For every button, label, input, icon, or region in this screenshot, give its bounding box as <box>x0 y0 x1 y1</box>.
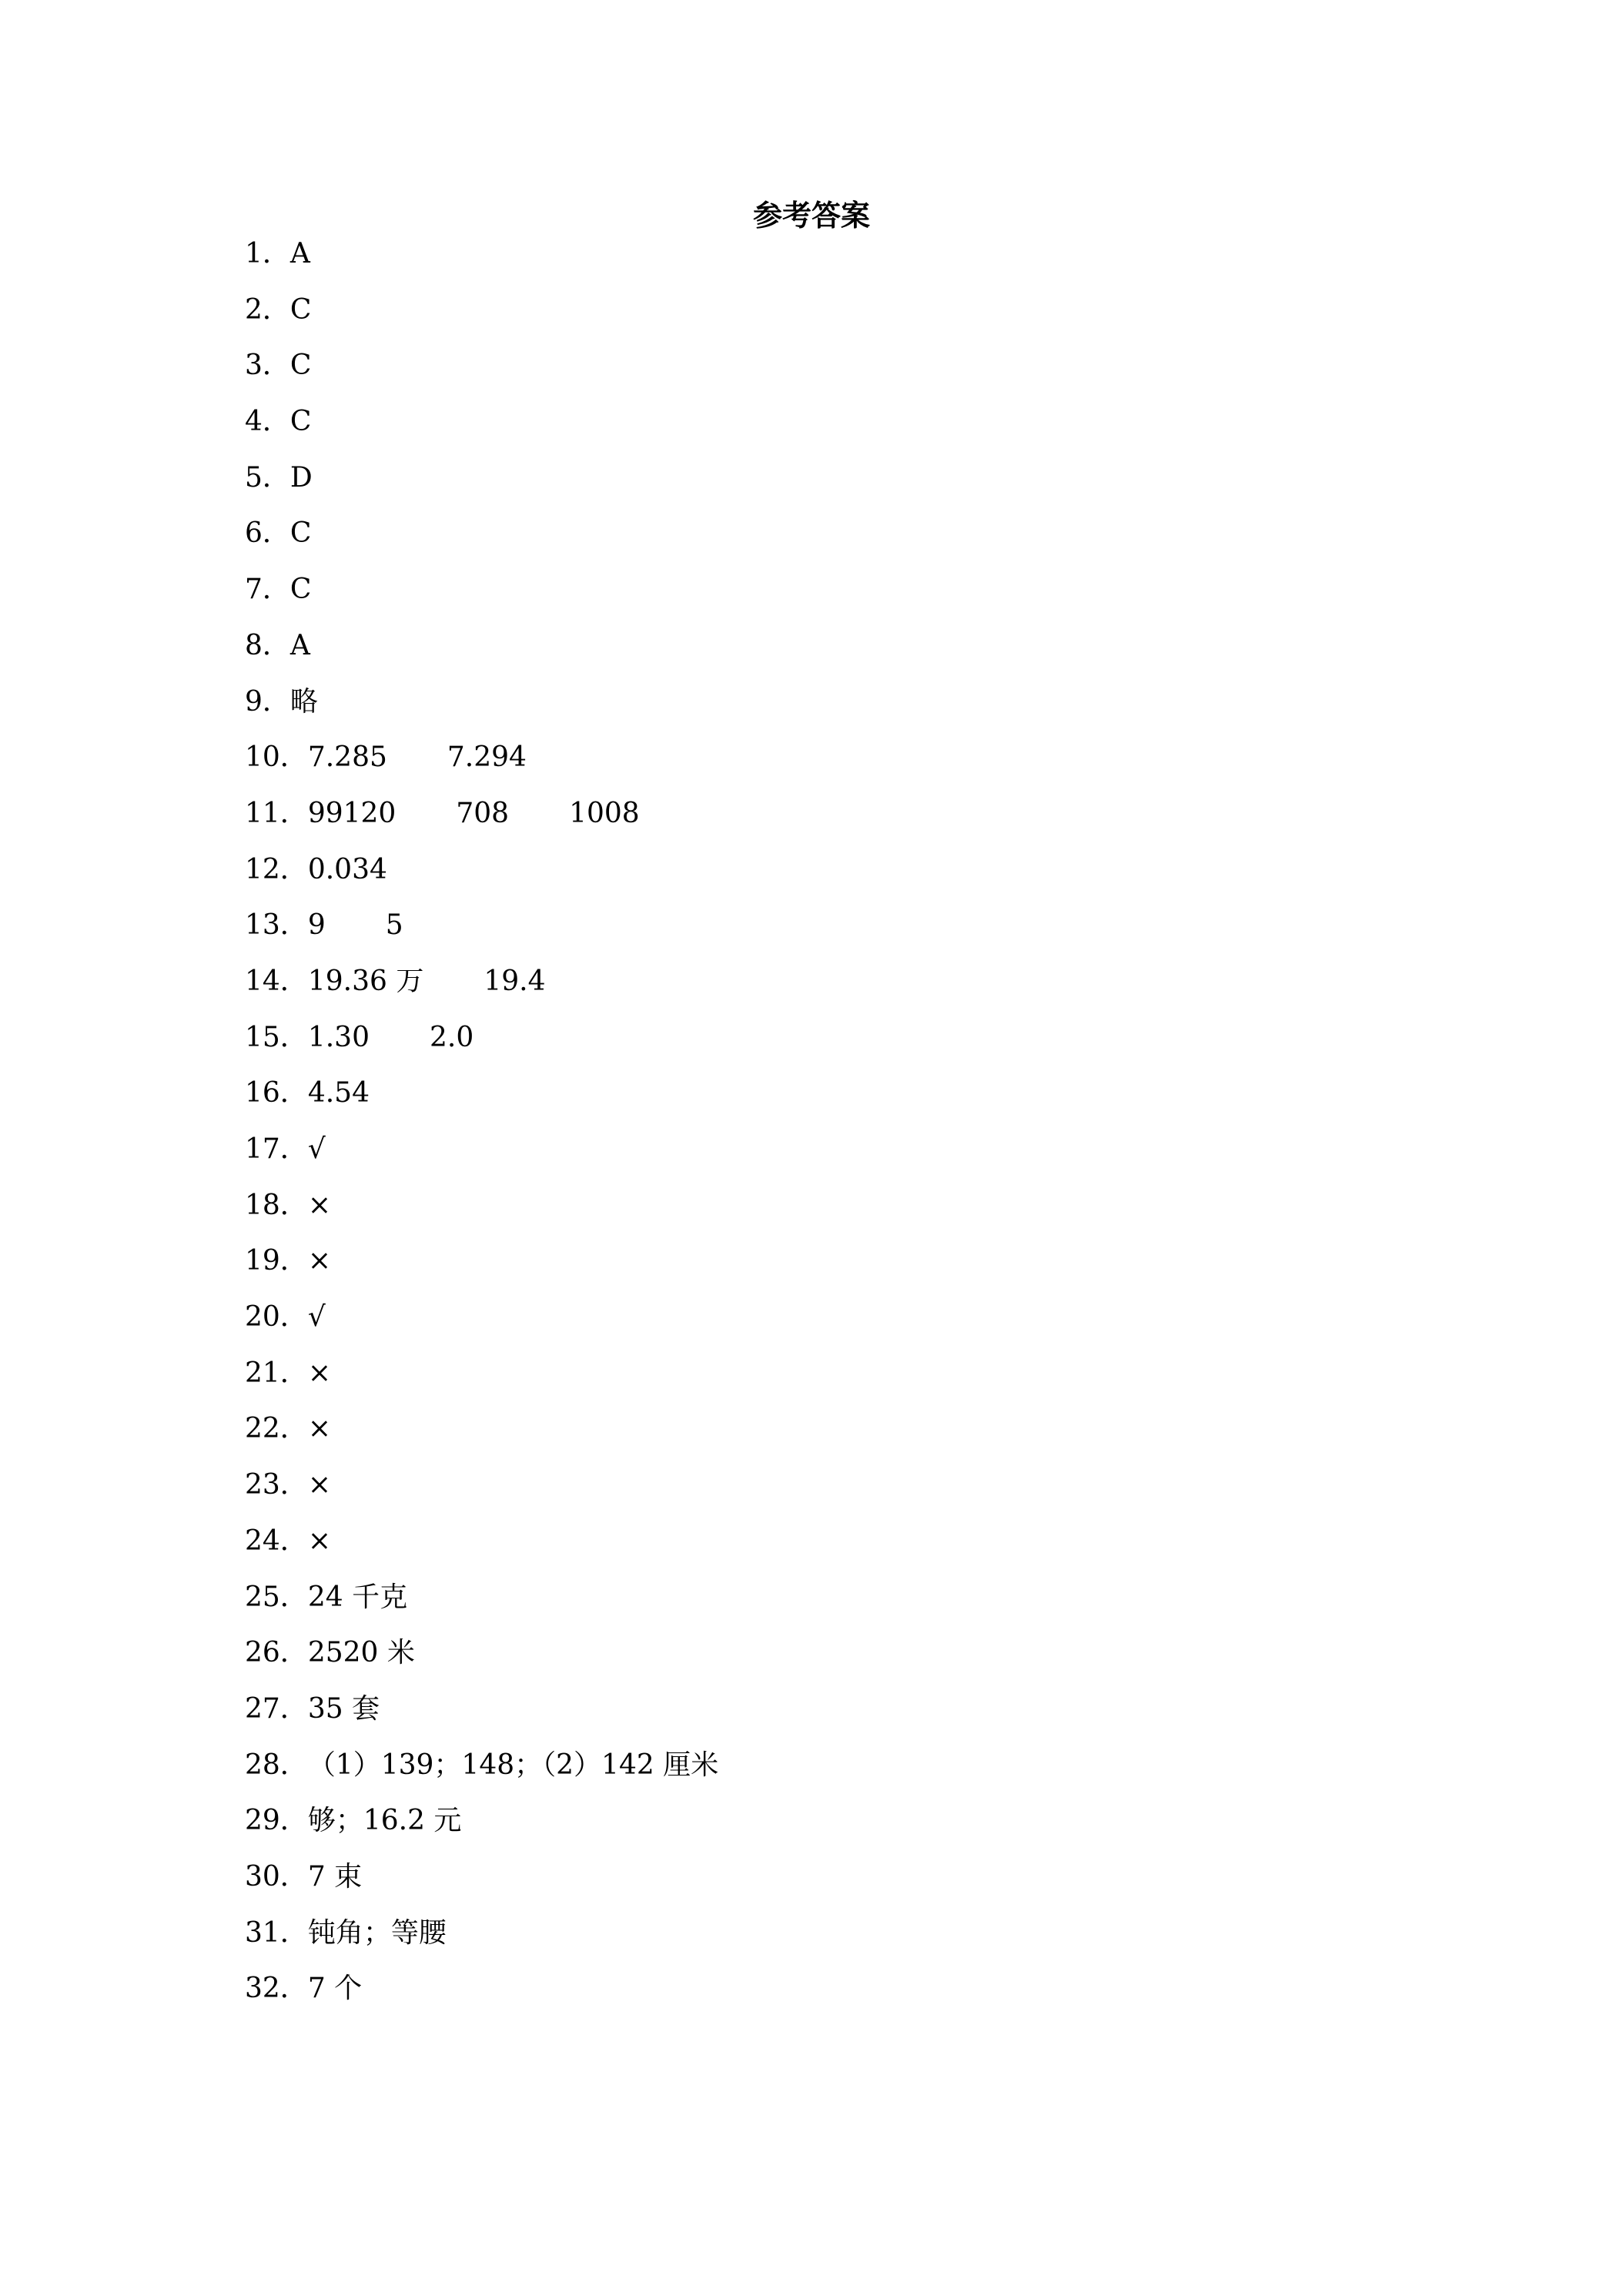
answer-value: 1.30 <box>307 1021 370 1053</box>
answer-number: 24． <box>245 1525 308 1557</box>
answer-item <box>245 1350 718 1407</box>
answer-number: 7． <box>245 574 290 606</box>
answer-number: 22． <box>245 1413 308 1445</box>
answer-number: 13． <box>245 909 308 942</box>
answer-value: A <box>289 629 310 661</box>
answer-value: 略 <box>289 685 318 718</box>
answer-value: 7 束 <box>307 1860 363 1893</box>
answer-item <box>245 1015 718 1071</box>
answer-item <box>245 791 718 847</box>
answer-number: 21． <box>245 1357 308 1389</box>
answer-number: 25． <box>245 1581 308 1613</box>
answer-item <box>245 1575 718 1631</box>
answer-value: 35 套 <box>307 1692 380 1725</box>
answer-item <box>245 1294 718 1350</box>
answer-value: 2520 米 <box>307 1637 415 1669</box>
answer-item <box>245 1630 718 1686</box>
answer-number: 23． <box>245 1469 308 1501</box>
answer-number: 6． <box>245 517 290 550</box>
answer-item <box>245 847 718 903</box>
answer-value: C <box>289 517 312 550</box>
answer-number: 15． <box>245 1021 308 1053</box>
answer-number: 4． <box>245 406 290 438</box>
answer-value: 19.4 <box>484 965 546 997</box>
answer-value: 2.0 <box>429 1021 474 1053</box>
answer-number: 8． <box>245 629 290 661</box>
answer-item <box>245 1183 718 1239</box>
answer-value: √ <box>307 1133 326 1165</box>
answer-item <box>245 735 718 791</box>
answer-value: √ <box>307 1301 326 1334</box>
answer-value: × <box>307 1413 331 1445</box>
answer-item <box>245 1798 718 1854</box>
answer-value: （1）139；148；（2）142 厘米 <box>307 1749 719 1781</box>
answer-number: 18． <box>245 1189 308 1221</box>
answer-number: 17． <box>245 1133 308 1165</box>
answer-item <box>245 1966 718 2022</box>
answer-item <box>245 623 718 679</box>
answer-item <box>245 902 718 959</box>
answer-value: D <box>289 461 313 494</box>
answer-number: 16． <box>245 1077 308 1110</box>
answer-number: 29． <box>245 1805 308 1837</box>
answer-number: 10． <box>245 741 308 774</box>
answer-value: 19.36 万 <box>307 965 424 997</box>
answer-item <box>245 1518 718 1575</box>
answer-list <box>245 231 718 2022</box>
answer-number: 27． <box>245 1692 308 1725</box>
answer-number: 12． <box>245 853 308 885</box>
answer-number: 20． <box>245 1301 308 1334</box>
answer-value: 7.294 <box>447 741 527 774</box>
answer-value: 24 千克 <box>307 1581 408 1613</box>
answer-value: C <box>289 406 312 438</box>
answer-number: 30． <box>245 1860 308 1893</box>
answer-value: 钝角；等腰 <box>307 1916 447 1949</box>
answer-number: 28． <box>245 1749 308 1781</box>
answer-value: 9 <box>307 909 326 942</box>
answer-value: × <box>307 1189 331 1221</box>
answer-item <box>245 1462 718 1518</box>
answer-item <box>245 1742 718 1799</box>
answer-value: 1008 <box>569 797 640 829</box>
answer-number: 19． <box>245 1245 308 1277</box>
answer-item <box>245 231 718 287</box>
answer-item <box>245 1238 718 1294</box>
answer-value: 够；16.2 元 <box>307 1805 462 1837</box>
answer-number: 5． <box>245 461 290 494</box>
answer-number: 2． <box>245 293 290 326</box>
answer-value: × <box>307 1525 331 1557</box>
answer-item <box>245 455 718 511</box>
answer-value: 708 <box>456 797 510 829</box>
answer-number: 31． <box>245 1916 308 1949</box>
answer-item <box>245 1910 718 1966</box>
answer-value: 7 个 <box>307 1973 363 2005</box>
answer-number: 14． <box>245 965 308 997</box>
answer-item <box>245 679 718 735</box>
answer-value: × <box>307 1469 331 1501</box>
answer-value: 5 <box>385 909 403 942</box>
answer-item <box>245 287 718 343</box>
answer-value: C <box>289 293 312 326</box>
answer-value: C <box>289 350 312 382</box>
answer-number: 32． <box>245 1973 308 2005</box>
answer-number: 11． <box>245 797 308 829</box>
answer-item <box>245 1686 718 1742</box>
answer-item <box>245 343 718 399</box>
answer-item <box>245 1126 718 1183</box>
answer-number: 26． <box>245 1637 308 1669</box>
answer-item <box>245 1070 718 1126</box>
answer-value: 99120 <box>307 797 397 829</box>
answer-item <box>245 1854 718 1910</box>
answer-item <box>245 959 718 1015</box>
answer-value: × <box>307 1357 331 1389</box>
answer-number: 9． <box>245 685 290 718</box>
answer-value: 7.285 <box>307 741 387 774</box>
answer-value: × <box>307 1245 331 1277</box>
answer-value: A <box>289 238 310 269</box>
answer-value: 0.034 <box>307 853 387 885</box>
answer-item <box>245 1406 718 1462</box>
answer-value: 4.54 <box>307 1077 370 1110</box>
answer-value: C <box>289 574 312 606</box>
answer-item <box>245 399 718 455</box>
answer-number: 3． <box>245 350 290 382</box>
answer-number: 1． <box>245 238 290 269</box>
answer-item <box>245 567 718 623</box>
page-title: 参考答案 <box>752 198 870 233</box>
answer-item <box>245 510 718 567</box>
